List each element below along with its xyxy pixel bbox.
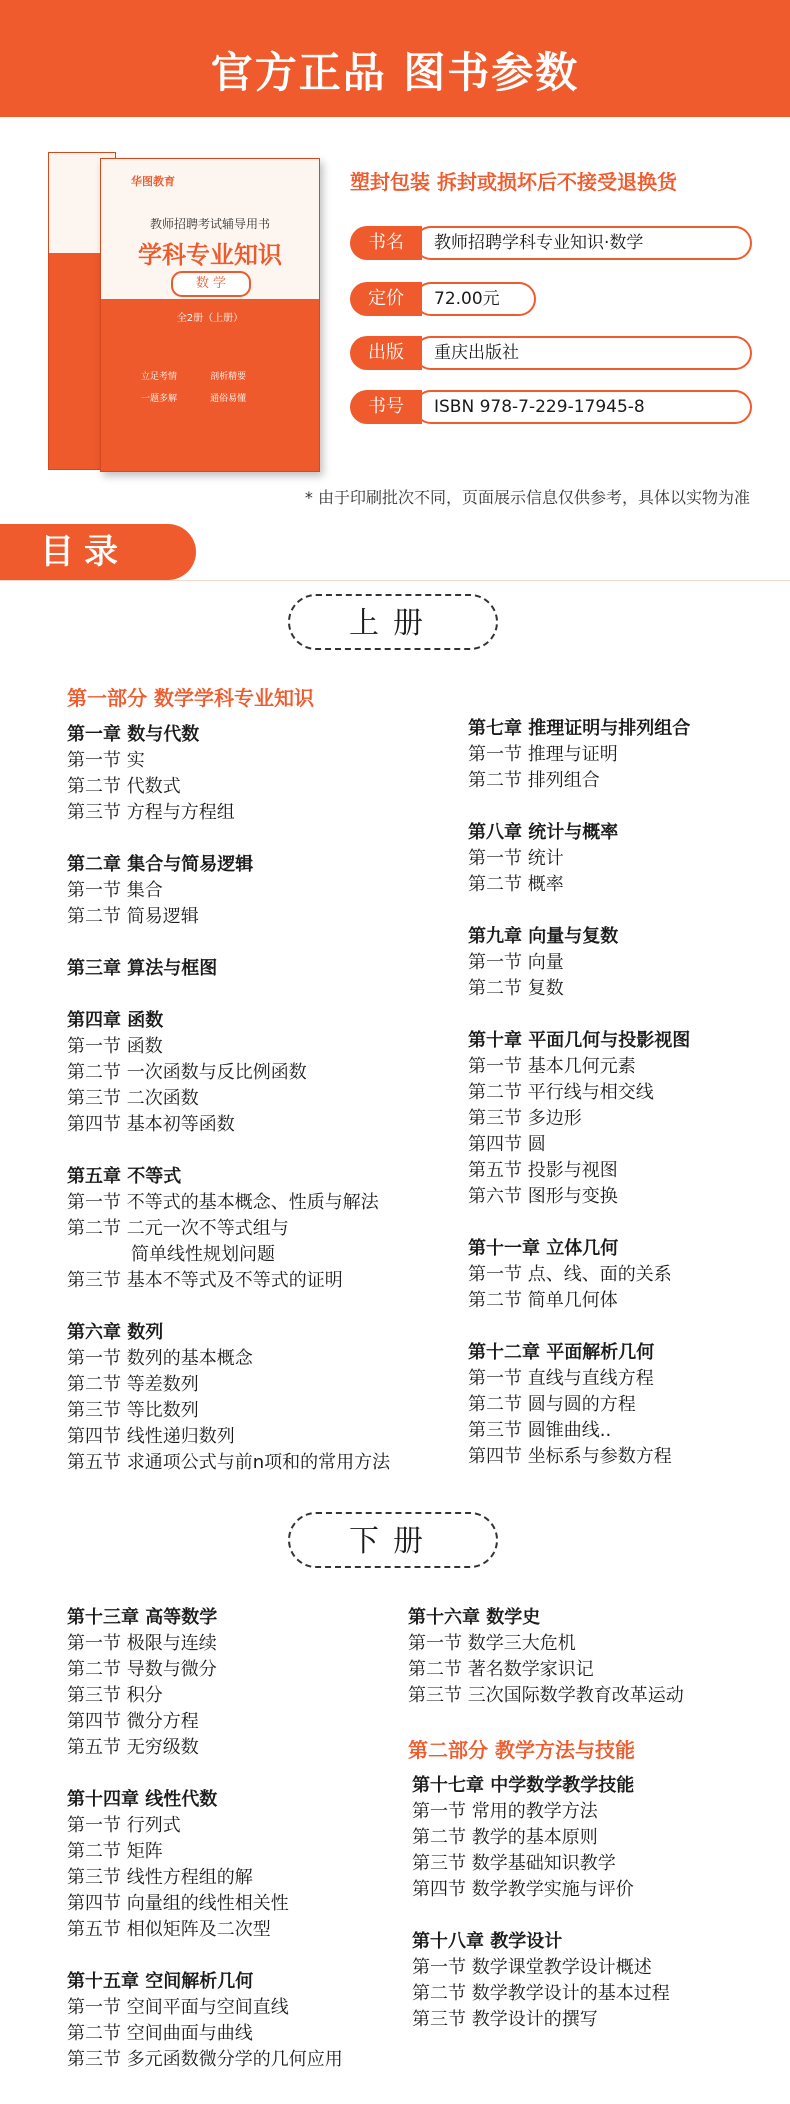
packaging-notice: 塑封包装 拆封或损坏后不接受退换货	[350, 170, 677, 194]
toc-spacer	[67, 1761, 343, 1787]
section-title: 第三节 方程与方程组	[67, 802, 235, 823]
chapter-title: 第十八章 教学设计	[412, 1931, 563, 1952]
toc-spacer	[468, 794, 690, 820]
section-title: 第一节 集合	[67, 880, 163, 901]
toc-vol2-left	[67, 1605, 343, 2073]
part-2-heading: 第二部分 教学方法与技能	[408, 1738, 635, 1762]
section-title: 第一节 常用的教学方法	[412, 1801, 598, 1822]
section-title: 第二节 概率	[468, 874, 564, 895]
toc-spacer	[67, 1138, 390, 1164]
section-title: 第二节 复数	[468, 978, 564, 999]
section-title: 第五节 相似矩阵及二次型	[67, 1919, 271, 1940]
section-title: 第二节 数学教学设计的基本过程	[412, 1983, 670, 2004]
info-label: 书号	[350, 390, 422, 424]
section-title: 第五节 无穷级数	[67, 1737, 199, 1758]
section-title: 第四节 坐标系与参数方程	[468, 1446, 672, 1467]
section-title: 第二节 简单几何体	[468, 1290, 618, 1311]
cover-feature: 立足考情	[141, 372, 178, 382]
section-title: 第二节 等差数列	[67, 1374, 199, 1395]
section-title: 第三节 线性方程组的解	[67, 1867, 253, 1888]
section-title: 第一节 推理与证明	[468, 744, 618, 765]
section-title: 第一节 直线与直线方程	[468, 1368, 654, 1389]
info-row-price	[350, 282, 750, 316]
toc-spacer	[468, 898, 690, 924]
chapter-title: 第三章 算法与框图	[67, 958, 218, 979]
chapter-title: 第十六章 数学史	[408, 1607, 541, 1628]
section-title: 第一节 空间平面与空间直线	[67, 1997, 289, 2018]
toc-spacer	[67, 1943, 343, 1969]
section-title: 第一节 函数	[67, 1036, 163, 1057]
chapter-title: 第十一章 立体几何	[468, 1238, 619, 1259]
section-title: 第六节 图形与变换	[468, 1186, 618, 1207]
section-title: 第五节 投影与视图	[468, 1160, 618, 1181]
section-title: 第一节 数学三大危机	[408, 1633, 576, 1654]
section-title: 第三节 等比数列	[67, 1400, 199, 1421]
cover-feature: 通俗易懂	[210, 394, 247, 404]
info-value: 教师招聘学科专业知识·数学	[414, 226, 752, 260]
chapter-title: 第九章 向量与复数	[468, 926, 619, 947]
cover-feature: 一题多解	[141, 394, 178, 404]
toc-vol2-right-a	[408, 1605, 684, 1709]
section-title: 第二节 著名数学家识记	[408, 1659, 594, 1680]
chapter-title: 第八章 统计与概率	[468, 822, 619, 843]
info-value: 重庆出版社	[414, 336, 752, 370]
toc-spacer	[468, 1002, 690, 1028]
section-title: 第二节 圆与圆的方程	[468, 1394, 636, 1415]
chapter-title: 第十五章 空间解析几何	[67, 1971, 254, 1992]
info-label: 出版	[350, 336, 422, 370]
section-title: 第三节 基本不等式及不等式的证明	[67, 1270, 343, 1291]
section-title: 第三节 多元函数微分学的几何应用	[67, 2049, 343, 2070]
chapter-title: 第十七章 中学数学教学技能	[412, 1775, 635, 1796]
section-title: 第三节 数学基础知识教学	[412, 1853, 616, 1874]
section-title: 第三节 多边形	[468, 1108, 582, 1129]
section-title: 第一节 统计	[468, 848, 564, 869]
cover-features	[141, 364, 281, 424]
toc-spacer	[67, 982, 390, 1008]
section-title: 第二节 空间曲面与曲线	[67, 2023, 253, 2044]
chapter-title: 第二章 集合与简易逻辑	[67, 854, 254, 875]
toc-divider	[0, 580, 790, 581]
cover-subject: 数 学	[171, 271, 251, 297]
chapter-title: 第十章 平面几何与投影视图	[468, 1030, 691, 1051]
disclaimer-text: * 由于印刷批次不同，页面展示信息仅供参考，具体以实物为准	[304, 488, 750, 507]
toc-spacer	[67, 1294, 390, 1320]
publisher-logo: 华图教育	[131, 175, 175, 188]
section-title: 第三节 教学设计的撰写	[412, 2009, 598, 2030]
section-title: 第一节 数学课堂教学设计概述	[412, 1957, 652, 1978]
chapter-title: 第四章 函数	[67, 1010, 164, 1031]
toc-vol1-left	[67, 722, 390, 1476]
section-title: 第四节 向量组的线性相关性	[67, 1893, 289, 1914]
info-label: 定价	[350, 282, 422, 316]
chapter-title: 第一章 数与代数	[67, 724, 200, 745]
section-title: 第一节 行列式	[67, 1815, 181, 1836]
toc-spacer	[67, 826, 390, 852]
chapter-title: 第五章 不等式	[67, 1166, 182, 1187]
section-title: 第四节 微分方程	[67, 1711, 199, 1732]
section-title: 第一节 不等式的基本概念、性质与解法	[67, 1192, 379, 1213]
section-title: 第二节 教学的基本原则	[412, 1827, 598, 1848]
toc-spacer	[468, 1210, 690, 1236]
cover-volume: 全2册（上册）	[176, 313, 244, 324]
toc-spacer	[468, 1314, 690, 1340]
info-value: 72.00元	[414, 282, 536, 316]
section-title: 第五节 求通项公式与前n项和的常用方法	[67, 1452, 391, 1473]
section-title: 第二节 二元一次不等式组与	[67, 1218, 289, 1239]
toc-spacer	[412, 1903, 670, 1929]
section-title: 第三节 二次函数	[67, 1088, 199, 1109]
section-title: 第二节 一次函数与反比例函数	[67, 1062, 307, 1083]
info-row-title	[350, 226, 750, 260]
volume-2-label: 下册	[288, 1512, 498, 1568]
section-title: 第一节 点、线、面的关系	[468, 1264, 672, 1285]
section-title: 第二节 矩阵	[67, 1841, 163, 1862]
section-title: 第二节 代数式	[67, 776, 181, 797]
chapter-title: 第六章 数列	[67, 1322, 164, 1343]
cover-feature: 剖析精要	[210, 372, 247, 382]
book-cover-front	[100, 158, 320, 472]
section-title: 简单线性规划问题	[131, 1244, 275, 1265]
section-title: 第一节 数列的基本概念	[67, 1348, 253, 1369]
info-row-publisher	[350, 336, 750, 370]
section-title: 第四节 线性递归数列	[67, 1426, 235, 1447]
section-title: 第二节 简易逻辑	[67, 906, 199, 927]
section-title: 第四节 圆	[468, 1134, 546, 1155]
header-banner	[0, 0, 790, 117]
cover-subtitle: 教师招聘考试辅导用书	[149, 217, 270, 231]
section-title: 第三节 三次国际数学教育改革运动	[408, 1685, 684, 1706]
page-title: 官方正品 图书参数	[210, 48, 580, 97]
toc-vol1-right	[468, 716, 690, 1470]
info-row-isbn	[350, 390, 750, 424]
chapter-title: 第十四章 线性代数	[67, 1789, 218, 1810]
chapter-title: 第七章 推理证明与排列组合	[468, 718, 691, 739]
section-title: 第二节 导数与微分	[67, 1659, 217, 1680]
section-title: 第三节 积分	[67, 1685, 163, 1706]
chapter-title: 第十二章 平面解析几何	[468, 1342, 655, 1363]
section-title: 第一节 基本几何元素	[468, 1056, 636, 1077]
section-title: 第二节 排列组合	[468, 770, 600, 791]
info-value: ISBN 978-7-229-17945-8	[414, 390, 752, 424]
section-title: 第四节 数学教学实施与评价	[412, 1879, 634, 1900]
section-title: 第一节 向量	[468, 952, 564, 973]
info-label: 书名	[350, 226, 422, 260]
section-title: 第二节 平行线与相交线	[468, 1082, 654, 1103]
section-title: 第一节 实	[67, 750, 145, 771]
section-title: 第三节 圆锥曲线..	[468, 1420, 612, 1441]
cover-title: 学科专业知识	[138, 241, 282, 269]
toc-spacer	[67, 930, 390, 956]
section-title: 第一节 极限与连续	[67, 1633, 217, 1654]
chapter-title: 第十三章 高等数学	[67, 1607, 218, 1628]
toc-tab: 目录	[0, 524, 196, 580]
toc-vol2-right-b	[412, 1773, 670, 2033]
part-1-heading: 第一部分 数学学科专业知识	[67, 686, 314, 710]
section-title: 第四节 基本初等函数	[67, 1114, 235, 1135]
volume-1-label: 上册	[288, 594, 498, 650]
